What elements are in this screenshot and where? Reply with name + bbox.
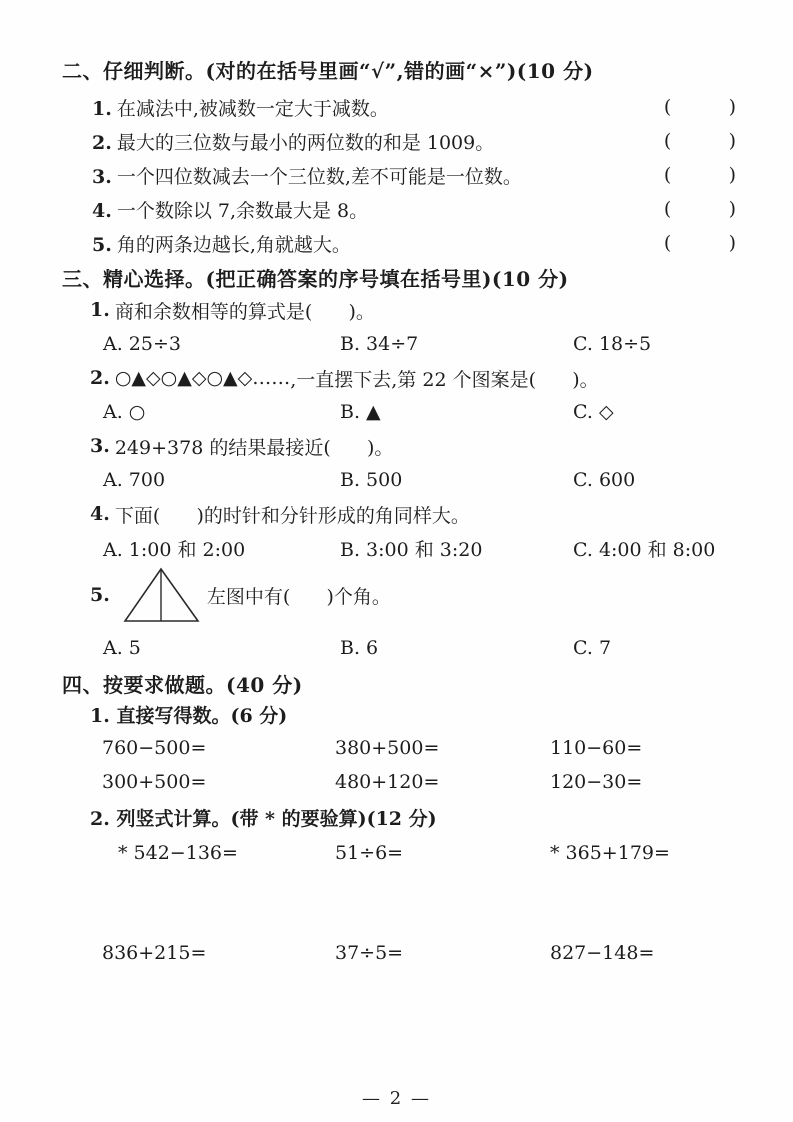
calc-expression: 827−148= [550, 942, 655, 964]
calc-expression: 300+500= [102, 771, 207, 793]
judgment-text: 4. 一个数除以 7,余数最大是 8。 [92, 199, 369, 222]
calc-expression: 380+500= [335, 737, 440, 759]
calc-expression: 51÷6= [335, 842, 404, 864]
calc-expression: 760−500= [102, 737, 207, 759]
question-text: 商和余数相等的算式是( )。 [114, 300, 375, 323]
shape-sequence: ○▲◇○▲◇○▲◇…… [114, 367, 291, 389]
judgment-list [62, 90, 737, 260]
answer-bracket: ( ) [663, 96, 737, 118]
question-text: ,一直摆下去,第 22 个图案是( )。 [290, 368, 599, 391]
question-text: 左图中有( )个角。 [206, 585, 391, 608]
page-number: — 2 — [362, 1088, 431, 1109]
question-number: 3. [90, 435, 110, 457]
choice-question-5 [62, 565, 737, 625]
item-number: 1. [92, 97, 112, 120]
answer-bracket: ( ) [663, 130, 737, 152]
mental-math-row-1 [62, 731, 737, 765]
subquestion-2-label: 2. 列竖式计算。(带 * 的要验算)(12 分) [90, 807, 437, 830]
question-text: 249+378 的结果最接近( )。 [114, 436, 394, 459]
item-number: 5. [92, 233, 112, 256]
section-2-title: 二、仔细判断。(对的在括号里画“√”,错的画“×”)(10 分) [62, 59, 594, 83]
option-b: B. 3:00 和 3:20 [340, 538, 483, 561]
page-content [62, 55, 737, 970]
calc-expression: * 542−136= [118, 842, 238, 864]
option-b: B. 6 [340, 637, 379, 659]
option-c: C. 600 [573, 469, 636, 491]
subquestion-1-label: 1. 直接写得数。(6 分) [90, 704, 288, 727]
options-row-3 [62, 463, 737, 497]
judgment-text: 1. 在减法中,被减数一定大于减数。 [92, 97, 389, 120]
question-number: 4. [90, 503, 110, 525]
judgment-text: 5. 角的两条边越长,角就越大。 [92, 233, 351, 256]
calc-expression: 120−30= [550, 771, 643, 793]
mental-math-row-2 [62, 765, 737, 799]
option-b: B. 34÷7 [340, 333, 419, 355]
judgment-text: 2. 最大的三位数与最小的两位数的和是 1009。 [92, 131, 495, 154]
section-4-title: 四、按要求做题。(40 分) [62, 673, 303, 697]
question-number: 2. [90, 367, 110, 389]
options-row-4 [62, 531, 737, 565]
option-c: C. 18÷5 [573, 333, 652, 355]
item-number: 3. [92, 165, 112, 188]
choice-question-3 [62, 429, 737, 463]
judgment-text: 3. 一个四位数减去一个三位数,差不可能是一位数。 [92, 165, 522, 188]
item-number: 4. [92, 199, 112, 222]
option-c: C. ◇ [573, 401, 614, 423]
judgment-item-3 [62, 158, 737, 192]
option-c: C. 7 [573, 637, 612, 659]
judgment-item-2 [62, 124, 737, 158]
section-3-title: 三、精心选择。(把正确答案的序号填在括号里)(10 分) [62, 267, 569, 291]
vertical-calc-row-2 [62, 936, 737, 970]
options-row-1 [62, 327, 737, 361]
option-c: C. 4:00 和 8:00 [573, 538, 716, 561]
calc-expression: 836+215= [102, 942, 207, 964]
option-b: B. 500 [340, 469, 403, 491]
item-number: 2. [92, 131, 112, 154]
divided-triangle-figure [123, 566, 201, 624]
answer-bracket: ( ) [663, 232, 737, 254]
question-number: 1. [90, 299, 110, 321]
choice-question-1 [62, 293, 737, 327]
vertical-calc-row-1 [62, 836, 737, 870]
judgment-item-1 [62, 90, 737, 124]
option-a: A. 700 [103, 469, 166, 491]
option-b: B. ▲ [340, 401, 381, 423]
option-a: A. ○ [103, 401, 146, 423]
calc-expression: * 365+179= [550, 842, 670, 864]
options-row-2 [62, 395, 737, 429]
judgment-item-4 [62, 192, 737, 226]
option-a: A. 25÷3 [103, 333, 181, 355]
choice-question-2 [62, 361, 737, 395]
calc-expression: 110−60= [550, 737, 643, 759]
answer-bracket: ( ) [663, 198, 737, 220]
option-a: A. 5 [103, 637, 141, 659]
calc-expression: 37÷5= [335, 942, 404, 964]
question-number: 5. [90, 584, 110, 606]
question-text: 下面( )的时针和分针形成的角同样大。 [114, 504, 470, 527]
option-a: A. 1:00 和 2:00 [103, 538, 246, 561]
judgment-item-5 [62, 226, 737, 260]
calc-expression: 480+120= [335, 771, 440, 793]
choice-question-4 [62, 497, 737, 531]
options-row-5 [62, 631, 737, 665]
answer-bracket: ( ) [663, 164, 737, 186]
